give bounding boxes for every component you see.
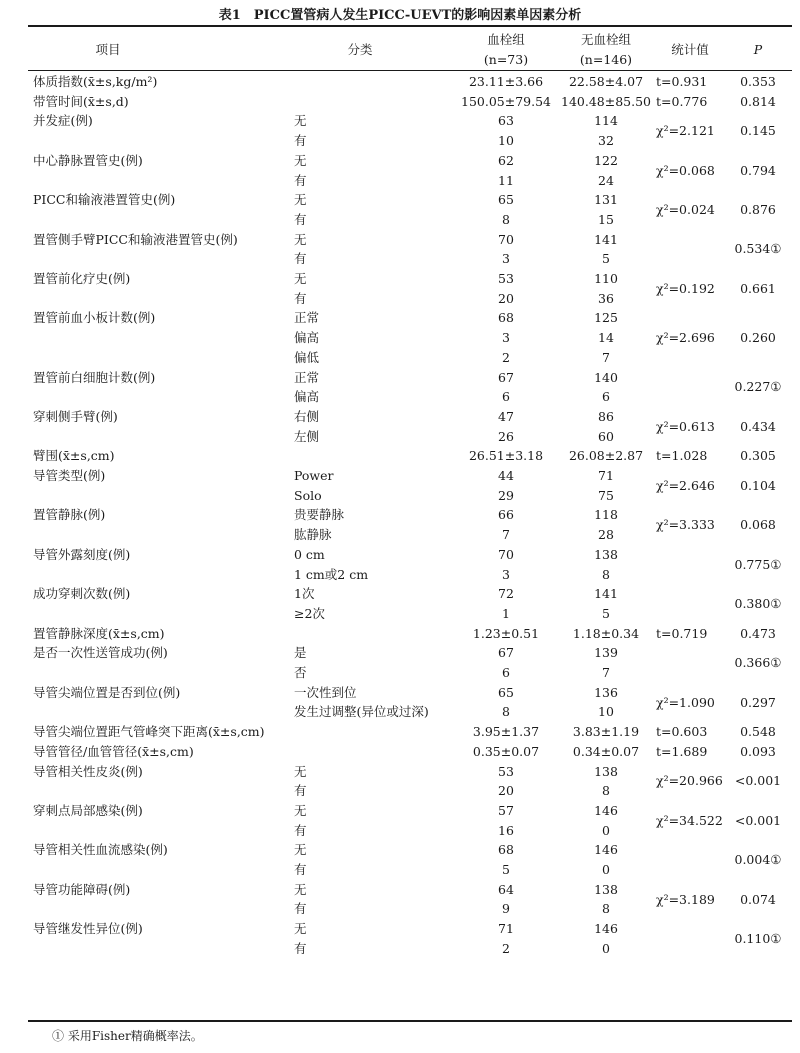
p-value: 0.380①	[734, 596, 782, 612]
stat-value: χ²=0.192	[656, 280, 715, 296]
row-category: 0 cm	[294, 546, 325, 562]
thrombosis-group-value: 3	[502, 251, 510, 267]
thrombosis-group-value: 65	[498, 684, 514, 700]
p-value: 0.473	[740, 625, 776, 641]
thrombosis-group-value: 66	[498, 507, 514, 523]
row-category: 有	[294, 251, 307, 267]
thrombosis-group-value: 11	[498, 172, 514, 188]
stat-value: χ²=1.090	[656, 694, 715, 710]
p-value: 0.093	[740, 743, 776, 759]
p-value: 0.068	[740, 517, 776, 533]
thrombosis-group-value: 8	[502, 211, 510, 227]
no-thrombosis-group-value: 3.83±1.19	[572, 724, 640, 740]
stat-value: t=1.689	[656, 743, 708, 759]
p-value: 0.366①	[734, 655, 782, 671]
row-category: 正常	[294, 369, 320, 385]
row-category: 偏高	[294, 330, 320, 346]
row-category: 偏低	[294, 349, 320, 365]
p-value: 0.661	[740, 280, 776, 296]
thrombosis-group-value: 53	[498, 763, 514, 779]
no-thrombosis-group-value: 7	[602, 665, 610, 680]
header-stat: 统计值	[671, 42, 709, 57]
stat-value: t=1.028	[656, 448, 708, 464]
stat-value: t=0.719	[656, 625, 708, 641]
row-category: 1 cm或2 cm	[294, 566, 369, 582]
thrombosis-group-value: 29	[498, 487, 514, 503]
row-label: 臂围(x̄±s,cm)	[33, 448, 115, 464]
p-value: 0.145	[740, 123, 776, 139]
thrombosis-group-value: 2	[502, 349, 510, 365]
stat-value: χ²=2.646	[656, 477, 715, 493]
header-item: 项目	[95, 42, 121, 57]
p-value: 0.794	[740, 162, 776, 178]
no-thrombosis-group-value: 141	[594, 586, 618, 602]
row-label: 置管静脉(例)	[33, 507, 106, 523]
thrombosis-group-value: 71	[498, 921, 514, 937]
p-value: 0.305	[740, 448, 776, 464]
no-thrombosis-group-value: 141	[594, 231, 618, 247]
thrombosis-group-value: 1	[502, 605, 510, 621]
stat-value: t=0.603	[656, 724, 708, 740]
p-value: 0.814	[740, 93, 776, 109]
no-thrombosis-group-value: 5	[602, 251, 610, 267]
thrombosis-group-value: 67	[498, 645, 514, 661]
p-value: 0.434	[740, 418, 776, 434]
row-label: 导管类型(例)	[33, 468, 106, 483]
thrombosis-group-value: 68	[498, 842, 514, 858]
row-label: 导管功能障碍(例)	[33, 881, 131, 897]
no-thrombosis-group-value: 75	[598, 487, 614, 503]
p-value: 0.353	[740, 74, 776, 89]
no-thrombosis-group-value: 138	[594, 763, 618, 779]
no-thrombosis-group-value: 86	[598, 408, 614, 424]
row-category: 无	[294, 192, 307, 208]
thrombosis-group-value: 2	[502, 940, 510, 956]
header-group1-n: (n=73)	[483, 52, 529, 67]
no-thrombosis-group-value: 36	[598, 290, 614, 306]
row-category: 否	[294, 665, 307, 680]
no-thrombosis-group-value: 7	[602, 349, 610, 365]
thrombosis-group-value: 70	[498, 231, 514, 247]
row-category: Solo	[294, 487, 322, 503]
thrombosis-group-value: 7	[502, 527, 510, 543]
p-value: 0.876	[740, 202, 776, 218]
row-label: 导管管径/血管管径(x̄±s,cm)	[33, 743, 194, 759]
no-thrombosis-group-value: 22.58±4.07	[568, 74, 644, 89]
stat-value: χ²=0.068	[656, 162, 715, 178]
thrombosis-group-value: 44	[498, 468, 514, 483]
row-label: 并发症(例)	[33, 113, 93, 129]
row-category: 正常	[294, 310, 320, 326]
thrombosis-group-value: 6	[502, 665, 510, 680]
thrombosis-group-value: 6	[502, 389, 510, 405]
row-label: 导管继发性异位(例)	[33, 921, 143, 937]
p-value: 0.260	[740, 330, 776, 346]
row-category: 偏高	[294, 389, 320, 405]
no-thrombosis-group-value: 28	[598, 527, 614, 543]
row-label: 带管时间(x̄±s,d)	[33, 93, 129, 109]
row-category: 左侧	[294, 428, 320, 444]
row-category: 无	[294, 113, 307, 129]
row-label: 置管静脉深度(x̄±s,cm)	[33, 625, 165, 641]
no-thrombosis-group-value: 0	[602, 862, 610, 877]
thrombosis-group-value: 9	[502, 901, 510, 917]
no-thrombosis-group-value: 118	[594, 507, 618, 523]
row-category: 有	[294, 901, 307, 917]
row-label: 穿刺侧手臂(例)	[33, 408, 118, 424]
no-thrombosis-group-value: 140.48±85.50	[561, 93, 651, 109]
row-category: 右侧	[294, 408, 320, 424]
no-thrombosis-group-value: 131	[594, 192, 618, 208]
p-value: 0.548	[740, 724, 776, 740]
bottom-rule	[28, 1020, 792, 1022]
no-thrombosis-group-value: 32	[598, 133, 614, 149]
row-category: 1次	[294, 586, 315, 602]
row-category: 无	[294, 231, 307, 247]
no-thrombosis-group-value: 110	[594, 271, 618, 286]
row-category: 无	[294, 921, 307, 937]
stat-value: t=0.776	[656, 93, 708, 109]
row-category: 无	[294, 881, 307, 897]
no-thrombosis-group-value: 10	[598, 704, 614, 720]
p-value: 0.775①	[734, 556, 782, 572]
thrombosis-group-value: 26.51±3.18	[468, 448, 544, 464]
row-category: 有	[294, 133, 307, 149]
row-category: 有	[294, 862, 307, 877]
thrombosis-group-value: 63	[498, 113, 514, 129]
row-category: 无	[294, 802, 307, 818]
thrombosis-group-value: 3.95±1.37	[472, 724, 540, 740]
header-group2: 无血栓组	[580, 32, 631, 47]
thrombosis-group-value: 57	[498, 802, 514, 818]
no-thrombosis-group-value: 24	[598, 172, 614, 188]
no-thrombosis-group-value: 6	[602, 389, 610, 405]
header-rule	[28, 70, 792, 71]
row-label: 成功穿刺次数(例)	[33, 586, 131, 602]
row-category: ≥2次	[294, 605, 325, 621]
no-thrombosis-group-value: 8	[602, 901, 610, 917]
p-value: 0.074	[740, 891, 776, 907]
row-label: 置管前血小板计数(例)	[33, 310, 156, 326]
header-p: P	[753, 42, 763, 57]
row-category: 有	[294, 211, 307, 227]
p-value: <0.001	[734, 812, 782, 828]
thrombosis-group-value: 3	[502, 330, 510, 346]
no-thrombosis-group-value: 146	[594, 921, 618, 937]
no-thrombosis-group-value: 26.08±2.87	[568, 448, 644, 464]
stat-value: χ²=0.024	[656, 202, 715, 218]
thrombosis-group-value: 23.11±3.66	[468, 74, 544, 89]
p-value: 0.297	[740, 694, 776, 710]
no-thrombosis-group-value: 1.18±0.34	[572, 625, 640, 641]
thrombosis-group-value: 67	[498, 369, 514, 385]
thrombosis-group-value: 10	[498, 133, 514, 149]
row-category: 有	[294, 783, 307, 799]
header-group2-n: (n=146)	[579, 52, 633, 67]
row-label: 导管尖端位置距气管峰突下距离(x̄±s,cm)	[33, 724, 265, 740]
row-label: 置管侧手臂PICC和输液港置管史(例)	[33, 231, 238, 247]
stat-value: χ²=3.333	[656, 517, 715, 533]
header-category: 分类	[347, 42, 373, 57]
row-label: PICC和输液港置管史(例)	[33, 192, 176, 208]
row-category: 贵要静脉	[294, 507, 345, 523]
stat-value: χ²=0.613	[656, 418, 715, 434]
table-title: 表1 PICC置管病人发生PICC-UEVT的影响因素单因素分析	[218, 8, 582, 23]
stat-value: χ²=20.966	[656, 773, 723, 789]
no-thrombosis-group-value: 138	[594, 881, 618, 897]
row-category: 无	[294, 763, 307, 779]
thrombosis-group-value: 53	[498, 271, 514, 286]
thrombosis-group-value: 47	[498, 408, 514, 424]
row-label: 置管前化疗史(例)	[33, 271, 131, 286]
no-thrombosis-group-value: 8	[602, 783, 610, 799]
stat-value: t=0.931	[656, 74, 708, 89]
thrombosis-group-value: 3	[502, 566, 510, 582]
row-label: 穿刺点局部感染(例)	[33, 802, 143, 818]
p-value: 0.534①	[734, 241, 782, 257]
footnote: ① 采用Fisher精确概率法。	[52, 1029, 203, 1043]
thrombosis-group-value: 150.05±79.54	[461, 93, 551, 109]
stat-value: χ²=34.522	[656, 812, 723, 828]
thrombosis-group-value: 72	[498, 586, 514, 602]
row-label: 是否一次性送管成功(例)	[33, 645, 168, 661]
no-thrombosis-group-value: 8	[602, 566, 610, 582]
no-thrombosis-group-value: 146	[594, 802, 618, 818]
thrombosis-group-value: 16	[498, 822, 514, 838]
row-category: 有	[294, 940, 307, 956]
row-label: 导管相关性血流感染(例)	[33, 842, 168, 858]
no-thrombosis-group-value: 5	[602, 605, 610, 621]
row-category: Power	[294, 468, 334, 483]
row-category: 无	[294, 271, 307, 286]
no-thrombosis-group-value: 138	[594, 546, 618, 562]
p-value: 0.227①	[734, 379, 782, 395]
header-group1: 血栓组	[487, 32, 525, 47]
p-value: 0.104	[740, 477, 776, 493]
thrombosis-group-value: 26	[498, 428, 514, 444]
row-category: 发生过调整(异位或过深)	[294, 704, 429, 720]
no-thrombosis-group-value: 15	[598, 211, 614, 227]
p-value: <0.001	[734, 773, 782, 789]
row-category: 有	[294, 290, 307, 306]
row-category: 有	[294, 822, 307, 838]
no-thrombosis-group-value: 122	[594, 152, 618, 168]
p-value: 0.004①	[734, 852, 782, 868]
row-category: 有	[294, 172, 307, 188]
thrombosis-group-value: 65	[498, 192, 514, 208]
row-category: 一次性到位	[294, 684, 357, 700]
stat-value: χ²=2.121	[656, 123, 715, 139]
no-thrombosis-group-value: 140	[594, 369, 618, 385]
no-thrombosis-group-value: 125	[594, 310, 618, 326]
thrombosis-group-value: 1.23±0.51	[472, 625, 540, 641]
row-label: 导管相关性皮炎(例)	[33, 763, 143, 779]
row-category: 无	[294, 152, 307, 168]
thrombosis-group-value: 20	[498, 290, 514, 306]
no-thrombosis-group-value: 0	[602, 940, 610, 956]
thrombosis-group-value: 64	[498, 881, 514, 897]
row-label: 体质指数(x̄±s,kg/m²)	[33, 74, 158, 89]
no-thrombosis-group-value: 146	[594, 842, 618, 858]
p-value: 0.110①	[734, 930, 782, 946]
no-thrombosis-group-value: 71	[598, 468, 614, 483]
thrombosis-group-value: 5	[502, 862, 510, 877]
row-category: 肱静脉	[294, 527, 332, 543]
no-thrombosis-group-value: 60	[598, 428, 614, 444]
row-label: 导管尖端位置是否到位(例)	[33, 684, 181, 700]
row-label: 中心静脉置管史(例)	[33, 152, 143, 168]
stat-value: χ²=3.189	[656, 891, 715, 907]
stat-value: χ²=2.696	[656, 330, 715, 346]
no-thrombosis-group-value: 139	[594, 645, 618, 661]
thrombosis-group-value: 20	[498, 783, 514, 799]
thrombosis-group-value: 0.35±0.07	[472, 743, 540, 759]
top-rule	[28, 25, 792, 27]
row-label: 导管外露刻度(例)	[33, 546, 131, 562]
thrombosis-group-value: 8	[502, 704, 510, 720]
no-thrombosis-group-value: 0	[602, 822, 610, 838]
no-thrombosis-group-value: 14	[598, 330, 614, 346]
row-label: 置管前白细胞计数(例)	[33, 369, 156, 385]
thrombosis-group-value: 62	[498, 152, 514, 168]
no-thrombosis-group-value: 0.34±0.07	[572, 743, 640, 759]
thrombosis-group-value: 68	[498, 310, 514, 326]
no-thrombosis-group-value: 136	[594, 684, 618, 700]
thrombosis-group-value: 70	[498, 546, 514, 562]
no-thrombosis-group-value: 114	[594, 113, 618, 129]
row-category: 无	[294, 842, 307, 858]
row-category: 是	[294, 645, 307, 661]
